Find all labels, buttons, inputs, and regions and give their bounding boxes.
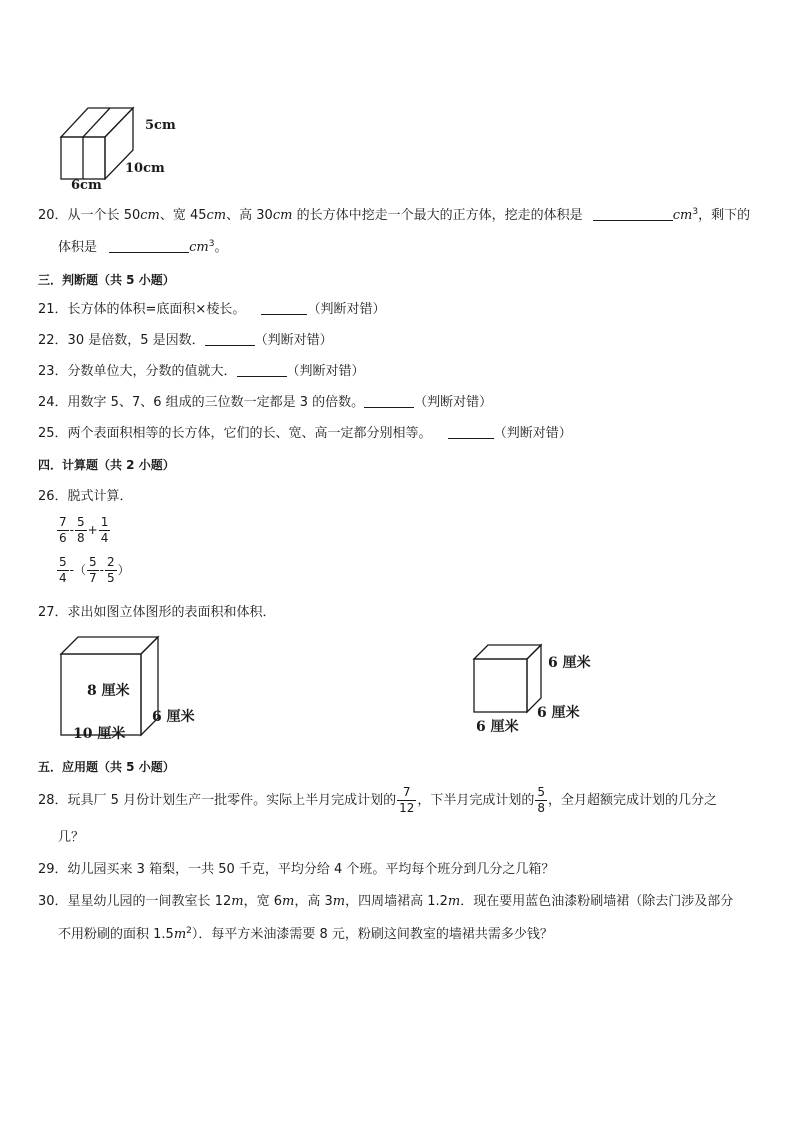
cube-figure <box>470 642 610 742</box>
q30-area-exp: 2 <box>186 926 192 936</box>
q21-hint: （判断对错） <box>307 302 386 317</box>
numerator: 5 <box>59 555 67 569</box>
q20-text-d: 体积是 <box>58 240 98 255</box>
top-box-height-label: 5cm <box>145 118 176 133</box>
fraction <box>535 785 547 816</box>
q23-hint: （判断对错） <box>286 364 365 379</box>
fraction <box>87 555 99 586</box>
q30-sep1: ，宽 <box>243 894 274 909</box>
expression-2 <box>56 555 130 586</box>
q30-sep3: ，四周墙裙高 <box>345 894 428 909</box>
section-4-title: 四．计算题（共 2 小题） <box>38 458 175 472</box>
fraction <box>99 515 111 546</box>
question-27: 27．求出如图立体图形的表面积和体积． <box>38 605 276 620</box>
q24-answer-blank[interactable] <box>364 395 414 408</box>
q30-area-value: 1.5 <box>153 927 174 942</box>
q30-text-b: 不用粉刷的面积 <box>58 927 154 942</box>
denominator: 4 <box>100 531 109 545</box>
q20-text-end: 。 <box>214 240 228 255</box>
q30-text-c: ）．每平方米油漆需要 8 元，粉刷这间教室的墙裙共需多少钱？ <box>191 927 553 942</box>
question-28-line2: 几？ <box>58 830 85 845</box>
q30-sep4: ．现在要用蓝色油漆粉刷墙裙（除去门涉及部分 <box>460 894 734 909</box>
q30-text-a: 30．星星幼儿园的一间教室长 <box>38 894 215 909</box>
q22-hint: （判断对错） <box>254 333 333 348</box>
denominator: 7 <box>88 571 97 585</box>
q20-length-unit: cm <box>140 208 160 223</box>
fraction <box>57 515 69 546</box>
q30-skirt-unit: m <box>447 894 461 909</box>
denominator: 8 <box>537 801 546 815</box>
fraction <box>75 515 87 546</box>
numerator: 2 <box>106 555 115 569</box>
cube-height-label: 6 厘米 <box>548 655 591 671</box>
q28-text-c: ，全月超额完成计划的几分之 <box>548 793 718 808</box>
denominator: 12 <box>399 801 415 815</box>
bracket: ） <box>117 563 130 577</box>
question-28-line1 <box>38 785 717 816</box>
q23-text: 23．分数单位大，分数的值就大． <box>38 364 237 379</box>
q20-unit-2: cm <box>189 240 209 255</box>
q28-text-a: 28．玩具厂 5 月份计划生产一批零件。实际上半月完成计划的 <box>38 793 397 808</box>
q25-hint: （判断对错） <box>493 426 572 441</box>
q24-text: 24．用数字 5、7、6 组成的三位数一定都是 3 的倍数。 <box>38 395 365 410</box>
cuboid-figure <box>55 633 215 745</box>
top-box-length-label: 10cm <box>125 161 165 176</box>
question-20-line2 <box>58 240 228 256</box>
top-box-figure <box>55 100 205 195</box>
question-21 <box>38 302 385 318</box>
fraction <box>105 555 117 586</box>
numerator: 5 <box>88 555 97 569</box>
cube-depth-label: 6 厘米 <box>537 705 580 721</box>
q21-text: 21．长方体的体积=底面积×棱长。 <box>38 302 246 317</box>
q30-width-unit: m <box>281 894 295 909</box>
cube-length-label: 6 厘米 <box>476 719 519 735</box>
q30-length-value: 12 <box>214 894 232 909</box>
fraction <box>397 785 416 816</box>
expression-1 <box>56 515 111 546</box>
q20-width-unit: cm <box>206 208 227 223</box>
q25-answer-blank[interactable] <box>448 426 494 439</box>
question-20-line1 <box>38 208 750 224</box>
q21-answer-blank[interactable] <box>261 302 307 315</box>
q20-text-b: 的长方体中挖走一个最大的正方体，挖走的体积是 <box>292 208 583 223</box>
question-23 <box>38 364 365 380</box>
numerator: 5 <box>537 785 546 799</box>
q20-unit-1: cm <box>672 208 693 223</box>
question-25 <box>38 426 572 442</box>
q20-width-value: 45 <box>189 208 207 223</box>
q20-sep1: 、宽 <box>159 208 190 223</box>
operator: - <box>69 523 74 537</box>
q30-sep2: ，高 <box>294 894 325 909</box>
section-5-title: 五．应用题（共 5 小题） <box>38 760 175 774</box>
numerator: 5 <box>76 515 85 529</box>
q20-height-value: 30 <box>256 208 273 223</box>
q30-height-unit: m <box>332 894 346 909</box>
question-24 <box>38 395 492 411</box>
q23-answer-blank[interactable] <box>237 364 287 377</box>
cuboid-height-label: 8 厘米 <box>87 683 130 699</box>
q20-text-a: 20．从一个长 <box>38 208 124 223</box>
denominator: 4 <box>59 571 67 585</box>
question-30-line2 <box>58 927 553 943</box>
q20-sep2: 、高 <box>226 208 257 223</box>
operator: - <box>99 563 104 577</box>
q28-text-b: ，下半月完成计划的 <box>417 793 535 808</box>
q20-exp-1: 3 <box>692 207 699 217</box>
q20-length-value: 50 <box>123 208 141 223</box>
top-box-width-label: 6cm <box>71 178 102 193</box>
operator: -（ <box>69 563 86 577</box>
question-22 <box>38 333 333 349</box>
q20-answer-blank-2[interactable] <box>109 240 189 253</box>
question-26: 26．脱式计算． <box>38 489 133 504</box>
q30-width-value: 6 <box>273 894 282 909</box>
operator: + <box>87 523 98 537</box>
q30-skirt-value: 1.2 <box>427 894 448 909</box>
q25-text: 25．两个表面积相等的长方体，它们的长、宽、高一定都分别相等。 <box>38 426 432 441</box>
fraction <box>57 555 69 586</box>
numerator: 7 <box>397 785 416 801</box>
q20-height-unit: cm <box>272 208 293 223</box>
question-30-line1 <box>38 894 733 910</box>
cuboid-length-label: 10 厘米 <box>73 726 126 742</box>
q20-exp-2: 3 <box>208 239 215 249</box>
question-29: 29．幼儿园买来 3 箱梨，一共 50 千克，平均分给 4 个班。平均每个班分到几分之几箱？ <box>38 862 555 877</box>
q22-text: 22．30 是倍数，5 是因数． <box>38 333 205 348</box>
q20-text-c: ，剩下的 <box>698 208 751 223</box>
denominator: 6 <box>59 531 67 545</box>
denominator: 5 <box>106 571 115 585</box>
q20-answer-blank-1[interactable] <box>593 208 673 221</box>
q30-length-unit: m <box>231 894 244 909</box>
q24-hint: （判断对错） <box>414 395 493 410</box>
q22-answer-blank[interactable] <box>205 333 255 346</box>
numerator: 1 <box>100 515 109 529</box>
section-3-title: 三．判断题（共 5 小题） <box>38 273 175 287</box>
numerator: 7 <box>59 515 67 529</box>
cuboid-depth-label: 6 厘米 <box>152 709 195 725</box>
q30-height-value: 3 <box>324 894 333 909</box>
denominator: 8 <box>76 531 85 545</box>
q30-area-unit: m <box>173 927 187 942</box>
